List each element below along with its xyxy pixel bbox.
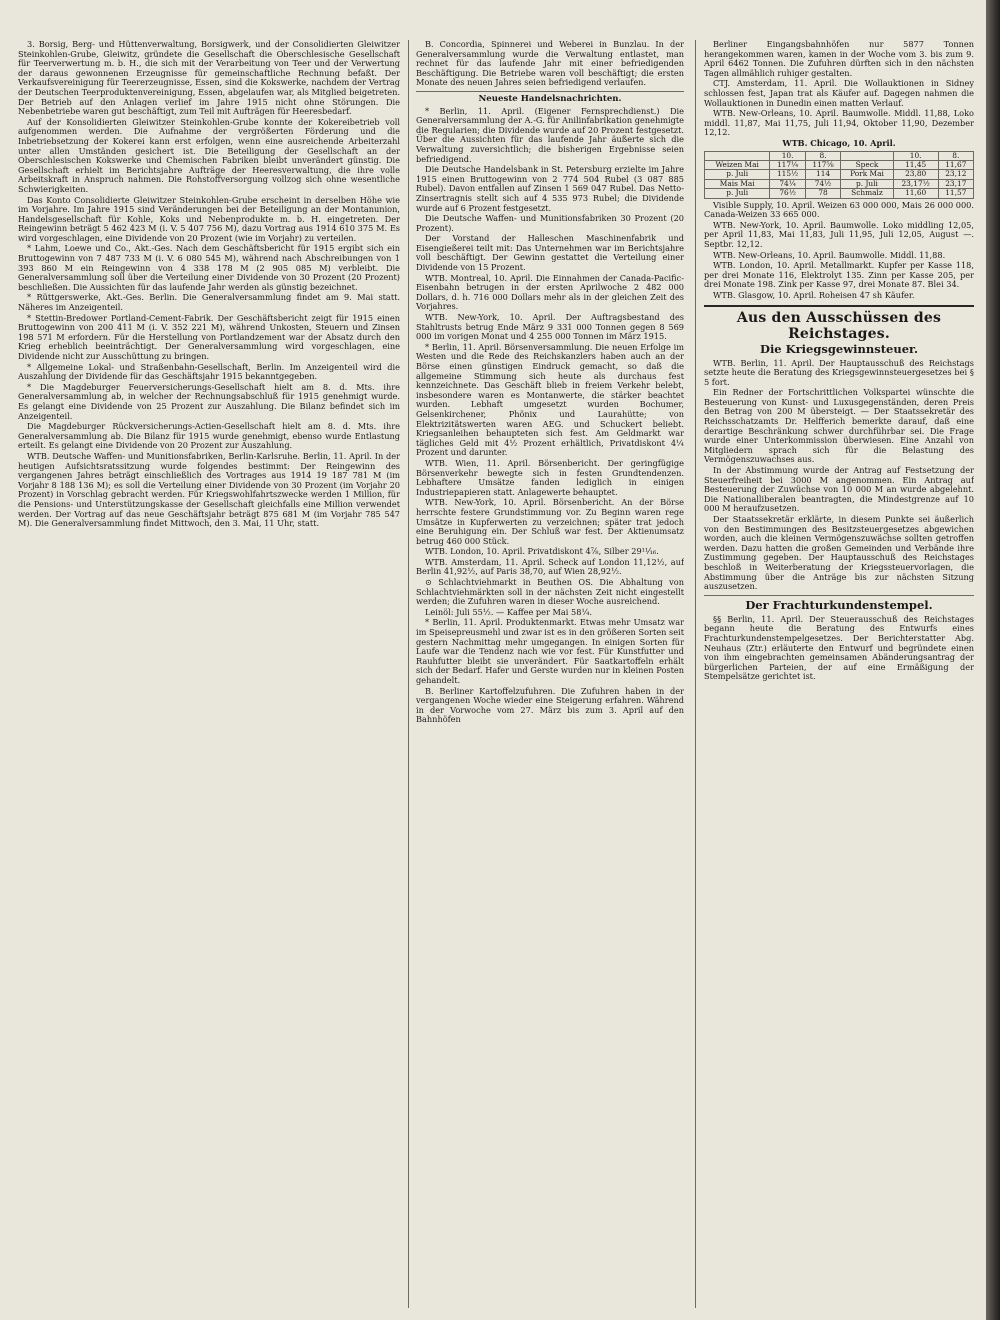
- article-paragraph: WTB. Wien, 11. April. Börsenbericht. Der geringfügige Börsenverkehr bewegte sich in festen Grundtendenzen. Lebhaftere Umsätze fanden lediglich in einigen Industriepapieren statt. Anlagewerte behauptet.: [416, 457, 684, 497]
- section-heading: Neueste Handelsnachrichten.: [478, 93, 622, 104]
- article-paragraph: * Allgemeine Lokal- und Straßenbahn-Gesellschaft, Berlin. Im Anzeigenteil wird die Auszahlung der Dividende für das Geschäftsjahr 1915 bekanntgegeben.: [18, 361, 400, 382]
- table-cell: 78: [805, 189, 840, 198]
- table-cell: Schmalz: [841, 189, 893, 198]
- table-cell: 11,45: [893, 160, 938, 169]
- article-paragraph: * Berlin, 11. April. (Eigener Fernsprechdienst.) Die Generalversammlung der A.-G. für Anilinfabrikation genehmigte die Regularien; die Dividende wurde auf 20 Prozent festgesetzt. Über die Aussichten für das laufende Jahr äußerte sich die Verwaltung zuversichtlich; die bisherigen Ergebnisse seien befriedigend.: [416, 105, 684, 164]
- divider: [416, 91, 684, 92]
- table-cell: p. Juli: [705, 170, 770, 179]
- market-table-title: WTB. Chicago, 10. April.: [782, 137, 896, 148]
- table-cell: 23,17½: [893, 179, 938, 188]
- article-paragraph: Die Deutsche Waffen- und Munitionsfabriken 30 Prozent (20 Prozent).: [416, 213, 684, 233]
- table-cell: 117¼: [770, 160, 805, 169]
- column-left: [18, 40, 400, 1308]
- article-paragraph: CTJ. Amsterdam, 11. April. Die Wollauktionen in Sidney schlossen fest, Japan trat als Käufer auf. Dagegen nahmen die Wollauktionen in Dunedin einen matten Verlauf.: [704, 78, 974, 108]
- article-paragraph: WTB. Deutsche Waffen- und Munitionsfabriken, Berlin-Karlsruhe. Berlin, 11. April. In der heutigen Aufsichtsratssitzung wurde folgendes bestimmt: Der Reingewinn des vergangenen Jahres beträgt einschließlich des Vortrages aus 1914 19 187 781 M (im Vorjahr 8 188 136 M); es soll die Verteilung einer Dividende von 30 Prozent (im Vorjahr 20 Prozent) in Vorschlag gebracht werden. Für Kriegswohlfahrtszwecke werden 1 Million, für die Pensions- und Unterstützungskasse der Gesellschaft gleichfalls eine Million verwendet werden. Der Vortrag auf das neue Geschäftsjahr beträgt 875 681 M (im Vorjahr 785 547 M). Die Generalversammlung findet Mittwoch, den 3. Mai, 11 Uhr, statt.: [18, 450, 400, 529]
- market-table: [704, 151, 974, 199]
- article-paragraph: Die Magdeburger Rückversicherungs-Actien-Gesellschaft hielt am 8. d. Mts. ihre Generalversammlung ab. Die Bilanz für 1915 wurde genehmigt, ebenso wurde Entlastung erteilt. Es gelangt eine Dividende von 20 Prozent zur Auszahlung.: [18, 421, 400, 451]
- column-right: [704, 40, 974, 1308]
- article-paragraph: * Berlin, 11. April. Produktenmarkt. Etwas mehr Umsatz war im Speisepreusmehl und zwar ist es in den größeren Sorten seit gestern Nachmittag mehr umgegangen. In einigen Sorten für Laufe war die Tendenz nach wie vor fest. Für Kunstfutter und Rauhfutter bleibt sie unverändert. Für Saatkartoffeln erhält sich der Bedarf. Hafer und Gerste wurden nur in kleinen Posten gehandelt.: [416, 617, 684, 685]
- article-paragraph: Die Deutsche Handelsbank in St. Petersburg erzielte im Jahre 1915 einen Bruttogewinn von 2 774 504 Rubel (3 087 885 Rubel). Davon entfallen auf Zinsen 1 569 047 Rubel. Das Netto-Zinsertragnis stellt sich auf 4 535 973 Rubel; die Dividende wurde auf 6 Prozent festgesetzt.: [416, 164, 684, 213]
- article-paragraph: WTB. Amsterdam, 11. April. Scheck auf London 11,12½, auf Berlin 41,92½, auf Paris 38,70, auf Wien 28,92½.: [416, 556, 684, 577]
- table-cell: p. Juli: [705, 189, 770, 198]
- article-paragraph: * Stettin-Bredower Portland-Cement-Fabrik. Der Geschäftsbericht zeigt für 1915 einen Bruttogewinn von 200 411 M (i. V. 352 221 M), während Unkosten, Steuern und Zinsen 198 571 M erfordern. Für die Herstellung von Portlandzement war der Absatz durch den Krieg erheblich beeinträchtigt. Der Generalversammlung wird vorgeschlagen, eine Dividende nicht zur Ausschüttung zu bringen.: [18, 312, 400, 361]
- article-paragraph: In der Abstimmung wurde der Antrag auf Festsetzung der Steuerfreiheit bei 3000 M angenommen. Ein Antrag auf Besteuerung der Zuwüchse von 10 000 M an wurde abgelehnt. Die Nationalliberalen beantragten, die Mindestgrenze auf 10 000 M heraufzusetzen.: [704, 465, 974, 514]
- section-heading: Aus den Ausschüssen des Reichstages.: [736, 309, 942, 342]
- book-binding-edge: [986, 0, 1000, 1320]
- article-paragraph: WTB. New-York, 10. April. Börsenbericht. An der Börse herrschte festere Grundstimmung vor. Zu Beginn waren rege Umsätze in Kupferwerten zu verzeichnen; später trat jedoch eine Beruhigung ein. Der Schluß war fest. Der Aktienumsatz betrug 460 000 Stück.: [416, 497, 684, 546]
- divider: [704, 595, 974, 596]
- article-paragraph: * Lahm, Loewe und Co., Akt.-Ges. Nach dem Geschäftsbericht für 1915 ergibt sich ein Bruttogewinn von 7 487 733 M (i. V. 6 080 545 M), während nach Abschreibungen von 1 393 860 M ein Reingewinn von 4 338 178 M (2 905 085 M) verbleibt. Die Generalversammlung soll über die Verteilung einer Dividende von 30 Prozent (20 Prozent) beschließen. Die Aussichten für das laufende Jahr werden als günstig bezeichnet.: [18, 243, 400, 292]
- article-paragraph: WTB. Berlin, 11. April. Der Hauptausschuß des Reichstags setzte heute die Beratung des Kriegsgewinnsteuergesetzes bei § 5 fort.: [704, 357, 974, 387]
- article-paragraph: WTB. Montreal, 10. April. Die Einnahmen der Canada-Pacific-Eisenbahn betrugen in der ersten Aprilwoche 2 482 000 Dollars, d. h. 716 000 Dollars mehr als in der gleichen Zeit des Vorjahres.: [416, 272, 684, 312]
- article-paragraph: Der Staatssekretär erklärte, in diesem Punkte sei äußerlich von den Bestimmungen des Besitzsteuergesetzes abgewichen worden, auch die kleinen Vermögenszuwächse sollten getroffen werden. Dazu hatten die großen Gemeinden und Verbände ihre Zustimmung gegeben. Der Hauptausschuß des Reichstages beschloß in Weiterberatung der Kriegssteuervorlagen, die Abstimmung über die Anträge bis zur nächsten Sitzung auszusetzen.: [704, 514, 974, 592]
- table-cell: 117⅝: [805, 160, 840, 169]
- table-cell: Pork Mai: [841, 170, 893, 179]
- table-cell: p. Juli: [841, 179, 893, 188]
- table-row: [705, 170, 974, 179]
- divider: [704, 305, 974, 307]
- article-paragraph: Berliner Eingangsbahnhöfen nur 5877 Tonnen herangekommen waren, kamen in der Woche vom 3. bis zum 9. April 6462 Tonnen. Die Zufuhren dürften sich in den nächsten Tagen allmählich ruhiger gestalten.: [704, 40, 974, 78]
- article-paragraph: B. Concordia, Spinnerei und Weberei in Bunzlau. In der Generalversammlung wurde die Verwaltung entlastet, man rechnet für das laufende Jahr mit einer befriedigenden Beschäftigung. Die Betriebe waren voll beschäftigt; die ersten Monate des neuen Jahres seien befriedigend verlaufen.: [416, 40, 684, 88]
- section-subheading: Die Kriegsgewinnsteuer.: [759, 341, 919, 356]
- table-header-cell: 10.: [770, 151, 805, 160]
- article-paragraph: Ein Redner der Fortschrittlichen Volkspartei wünschte die Besteuerung von Kunst- und Luxusgegenständen, deren Preis den Betrag von 200 M übersteigt. — Der Staatssekretär des Reichsschatzamts Dr. Helfferich bemerkte darauf, daß eine derartige Beschränkung schwer durchführbar sei. Die Frage wurde einer Unterkommission überwiesen. Eine Anzahl von Mitgliedern sprach sich für die Belastung des Vermögenszuwachses aus.: [704, 387, 974, 465]
- article-paragraph: Der Vorstand der Halleschen Maschinenfabrik und Eisengießerei teilt mit: Das Unternehmen war im Berichtsjahre voll beschäftigt. Der Gewinn gestattet die Verteilung einer Dividende von 15 Prozent.: [416, 233, 684, 273]
- table-cell: Speck: [841, 160, 893, 169]
- article-paragraph: WTB. London, 10. April. Metallmarkt. Kupfer per Kasse 118, per drei Monate 116, Elektrolyt 135. Zinn per Kasse 205, per drei Monate 198. Zink per Kasse 97, drei Monate 87. Blei 34.: [704, 260, 974, 290]
- table-header-cell: 10.: [893, 151, 938, 160]
- section-heading: Der Frachturkundenstempel.: [745, 597, 933, 612]
- article-paragraph: Visible Supply, 10. April. Weizen 63 000 000, Mais 26 000 000. Canada-Weizen 33 665 000.: [704, 199, 974, 220]
- column-middle: [416, 40, 684, 1308]
- table-cell: 115½: [770, 170, 805, 179]
- article-paragraph: Leinöl: Juli 55½. — Kaffee per Mai 58¼.: [425, 606, 592, 617]
- article-paragraph: ⊙ Schlachtviehmarkt in Beuthen OS. Die Abhaltung von Schlachtviehmärkten soll in der nächsten Zeit nicht eingestellt werden; die Zufuhren waren in dieser Woche ausreichend.: [416, 577, 684, 607]
- article-paragraph: 3. Borsig, Berg- und Hüttenverwaltung, Borsigwerk, und der Consolidierten Gleiwitzer Steinkohlen-Grube, Gleiwitz, gründete die Gesellschaft die Oberschlesische Gesellschaft für Teerverwertung m. b. H., die sich mit der Verarbeitung von Teer und der Verwertung der daraus gewonnenen Erzeugnisse für gemeinschaftliche Rechnung befaßt. Der Verkaufsvereinigung für Teererzeugnisse, Essen, sind die Kokswerke, nachdem der Vertrag der Deutschen Teerproduktenvereinigung, Essen, abgelaufen war, als Mitglied beigetreten. Der Betrieb auf den Anlagen verlief im Jahre 1915 nicht ohne Störungen. Die Nebenbetriebe waren gut beschäftigt, zum Teil mit Aufträgen für Heeresbedarf.: [18, 40, 400, 117]
- table-cell: 23,12: [938, 170, 973, 179]
- article-paragraph: Auf der Konsolidierten Gleiwitzer Steinkohlen-Grube konnte der Kokereibetrieb voll aufgenommen werden. Die Aufnahme der vergrößerten Förderung und die Inbetriebsetzung der Kokerei kann erst erfolgen, wenn eine ausreichende Arbeiterzahl unter allen Umständen gesichert ist. Die Beteiligung der Gesellschaft an der Oberschlesischen Kokswerke und Chemischen Fabriken bleibt unverändert günstig. Die Gesellschaft erhielt im Berichtsjahre Aufträge der Heeresverwaltung, die ihre volle Arbeitskraft in Anspruch nahmen. Die Rohstoffversorgung vollzog sich ohne wesentliche Schwierigkeiten.: [18, 116, 400, 194]
- column-rule: [408, 40, 409, 1308]
- article-paragraph: WTB. London, 10. April. Privatdiskont 4⅞, Silber 29¹¹⁄₁₆.: [425, 546, 659, 557]
- article-paragraph: §§ Berlin, 11. April. Der Steuerausschuß des Reichstages begann heute die Beratung des Entwurfs eines Frachturkundenstempelgesetzes. Der Berichterstatter Abg. Neuhaus (Ztr.) erläuterte den Entwurf und begründete einen von ihm eingebrachten gemeinsamen Abänderungsantrag der bürgerlichen Parteien, der auf eine Ermäßigung der Stempelsätze gerichtet ist.: [704, 613, 974, 682]
- table-cell: 23,80: [893, 170, 938, 179]
- table-header-cell: 8.: [938, 151, 973, 160]
- table-cell: 74½: [805, 179, 840, 188]
- table-row: [705, 189, 974, 198]
- article-paragraph: WTB. New-Orleans, 10. April. Baumwolle. Middl. 11,88, Loko middl. 11,87, Mai 11,75, Juli 11,94, Oktober 11,90, Dezember 12,12.: [704, 108, 974, 138]
- article-paragraph: WTB. New-York, 10. April. Der Auftragsbestand des Stahltrusts betrug Ende März 9 331 000 Tonnen gegen 8 569 000 im vorigen Monat und 4 255 000 Tonnen im März 1915.: [416, 312, 684, 342]
- table-cell: 114: [805, 170, 840, 179]
- table-cell: 76½: [770, 189, 805, 198]
- article-paragraph: Das Konto Consolidierte Gleiwitzer Steinkohlen-Grube erscheint in derselben Höhe wie im Vorjahre. Im Jahre 1915 sind Veränderungen bei der Beteiligung an der Montanunion, Handelsgesellschaft für Kohle, Koks und Nebenprodukte m. b. H. eingetreten. Der Reingewinn beträgt 5 462 423 M (i. V. 5 407 756 M), dazu Vortrag aus 1914 610 375 M. Es wird vorgeschlagen, eine Dividende von 20 Prozent (wie im Vorjahr) zu verteilen.: [18, 194, 400, 243]
- table-cell: 11,60: [893, 189, 938, 198]
- table-header-cell: 8.: [805, 151, 840, 160]
- article-paragraph: WTB. Glasgow, 10. April. Roheisen 47 sh Käufer.: [713, 289, 915, 300]
- table-cell: Weizen Mai: [705, 160, 770, 169]
- article-paragraph: WTB. New-Orleans, 10. April. Baumwolle. Middl. 11,88.: [713, 249, 946, 260]
- table-cell: 23,17: [938, 179, 973, 188]
- article-paragraph: WTB. New-York, 10. April. Baumwolle. Loko middling 12,05, per April 11,83, Mai 11,83, Juli 11,95, Juli 12,05, August —. Septbr. 12,12.: [704, 219, 974, 249]
- table-cell: 74¼: [770, 179, 805, 188]
- table-cell: Mais Mai: [705, 179, 770, 188]
- article-paragraph: * Rüttgerswerke, Akt.-Ges. Berlin. Die Generalversammlung findet am 9. Mai statt. Näheres im Anzeigenteil.: [18, 292, 400, 313]
- article-paragraph: * Berlin, 11. April. Börsenversammlung. Die neuen Erfolge im Westen und die Rede des Reichskanzlers haben auch an der Börse einen günstigen Eindruck gemacht, so daß die allgemeine Stimmung sich heute als durchaus fest kennzeichnete. Das Geschäft blieb in freiem Verkehr belebt, insbesondere waren es Montanwerte, die stärker beachtet wurden. Lebhaft umgesetzt wurden Bochumer, Gelsenkirchener, Phönix und Laurahütte; von Elektrizitätswerten waren AEG. und Schuckert beliebt. Kriegsanleihen behaupteten sich fest. Am Geldmarkt war tägliches Geld mit 4½ Prozent erhältlich, Privatdiskont 4¼ Prozent und darunter.: [416, 341, 684, 458]
- column-rule: [695, 40, 696, 1308]
- article-paragraph: * Die Magdeburger Feuerversicherungs-Gesellschaft hielt am 8. d. Mts. ihre Generalversammlung ab, in welcher der Rechnungsabschluß für 1915 genehmigt wurde. Es gelangt eine Dividende von 25 Prozent zur Auszahlung. Die Bilanz befindet sich im Anzeigenteil.: [18, 381, 400, 421]
- table-cell: 11,57: [938, 189, 973, 198]
- article-paragraph: B. Berliner Kartoffelzufuhren. Die Zufuhren haben in der vergangenen Woche wieder eine Steigerung erfahren. Während in der Vorwoche vom 27. März bis zum 3. April auf den Bahnhöfen: [416, 685, 684, 725]
- table-cell: 11,67: [938, 160, 973, 169]
